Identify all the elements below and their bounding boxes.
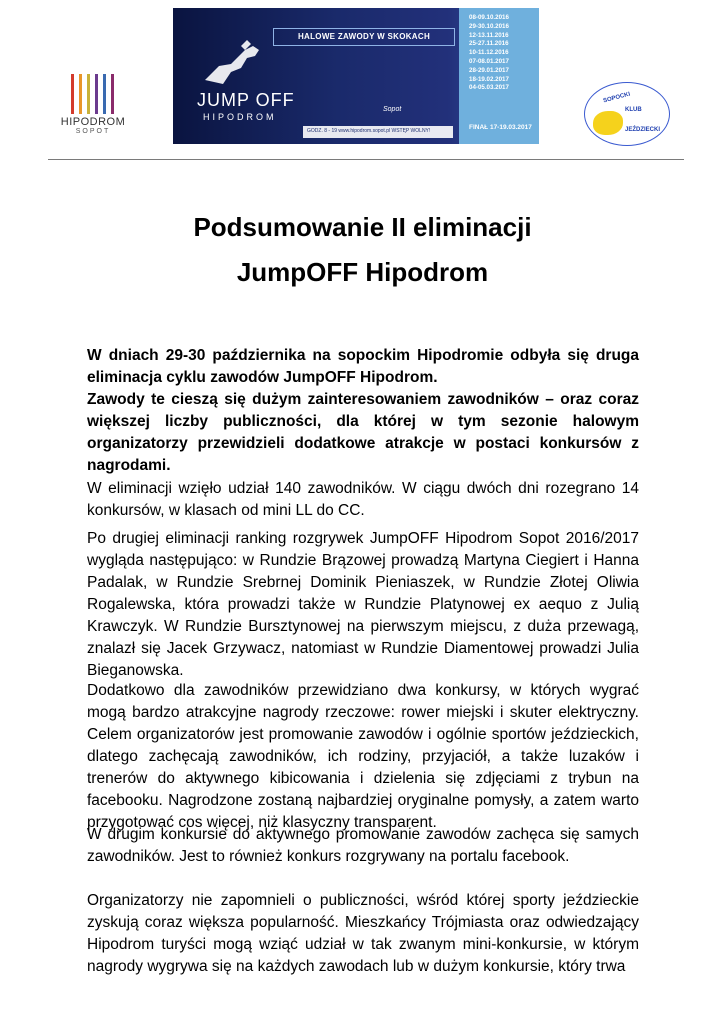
- banner-logo-line2: HIPODROM: [203, 112, 277, 122]
- body-paragraph: W eliminacji wzięło udział 140 zawodników. W ciągu dwóch dni rozegrano 14 konkursów, w klasach od mini LL do CC.: [87, 480, 639, 519]
- banner-logo-line1: JUMP OFF: [197, 90, 295, 110]
- club-logo-line2: KLUB: [625, 107, 642, 113]
- banner-dates-column: [459, 8, 539, 144]
- body-paragraph: Dodatkowo dla zawodników przewidziano dwa konkursy, w których wygrać mogą bardzo atrakcyjne nagrody rzeczowe: rower miejski i skuter elektryczny. Celem organizatorów jest promowanie zawodów i ogólnie sportów jeździeckich, dlatego zachęcają zawodników, ich rodziny, przyjaciół, a także luzaków i trenerów do aktywnego kibicowania i dzielenia się zdjęciami z trybun na facebooku. Nagrodzone zostaną najbardziej oryginalne pomysły, a zatem warto przygotować cos więcej, niż klasyczny transparent.: [87, 682, 639, 831]
- banner-date: 10-11.12.2016: [469, 49, 509, 57]
- logo-sub-text: SOPOT: [75, 128, 111, 135]
- banner-date: 29-30.10.2016: [469, 22, 509, 30]
- page-header: [0, 0, 725, 160]
- poles-icon: [63, 70, 123, 114]
- horse-jumper-icon: [201, 36, 271, 88]
- banner-date: 25-27.11.2016: [469, 40, 509, 48]
- final-dates: 17-19.03.2017: [489, 124, 532, 131]
- club-logo-line3: JEŹDZIECKI: [625, 127, 661, 133]
- banner-footer-text: GODZ. 8 - 19 www.hipodrom.sopot.pl WSTĘP WOLNY!: [307, 128, 431, 134]
- body-paragraph: Po drugiej eliminacji ranking rozgrywek JumpOFF Hipodrom Sopot 2016/2017 wygląda następująco: w Rundzie Brązowej prowadzą Martyna Ciegiert i Hanna Padalak, w Rundzie Srebrnej Dominik Pieniaszek, w Rundzie Złotej Oliwia Rogalewska, która prowadzi także w Rundzie Platynowej ex aequo z Julią Krawczyk. W Rundzie Bursztynowej na pierwszym miejscu, z duża przewagą, znalazł się Jacek Grzywacz, natomiast w Rundzie Diamentowej prowadzi Julia Bieganowska.: [87, 530, 639, 679]
- page-title-line1: Podsumowanie II eliminacji: [193, 212, 532, 242]
- banner-date: 12-13.11.2016: [469, 31, 509, 39]
- header-divider: [48, 159, 684, 160]
- page-title-line2: JumpOFF Hipodrom: [236, 257, 489, 287]
- final-label: FINAŁ: [469, 124, 489, 131]
- jumpoff-banner: [173, 8, 539, 144]
- banner-date: 07-08.01.2017: [469, 57, 509, 65]
- club-logo: [584, 82, 670, 146]
- club-emblem-icon: [593, 111, 623, 135]
- body-paragraph: Organizatorzy nie zapomnieli o publiczności, wśród której sporty jeździeckie zyskują coraz większa popularność. Mieszkańcy Trójmiasta oraz odwiedzający Hipodrom turyści mogą wziąć udział w tak zwanym mini-konkursie, w którym nagrody wygrywa się na każdych zawodach lub w dużym konkursie, który trwa: [87, 892, 639, 975]
- banner-date: 28-29.01.2017: [469, 66, 509, 74]
- logo-brand-text: HIPODROM: [60, 116, 126, 128]
- banner-final-dates: [469, 124, 532, 131]
- banner-date: 18-19.02.2017: [469, 75, 509, 83]
- banner-date-list: [469, 14, 509, 93]
- banner-date: 08-09.10.2016: [469, 14, 509, 21]
- body-paragraph: W drugim konkursie do aktywnego promowanie zawodów zachęca się samych zawodników. Jest to również konkurs rozgrywany na portalu facebook.: [87, 826, 639, 865]
- sopot-mark: Sopot: [383, 106, 402, 113]
- intro-paragraph-2: Zawody te cieszą się dużym zainteresowaniem zawodników – oraz coraz większej liczby publiczności, dla której w tym sezonie halowym organizatorzy przewidzieli dodatkowe atrakcje w postaci konkursów z nagrodami.: [87, 391, 639, 474]
- hipodrom-sopot-logo: [48, 70, 138, 140]
- banner-date: 04-05.03.2017: [469, 84, 509, 92]
- club-logo-line1: SOPOCKI: [602, 91, 631, 105]
- banner-headline: HALOWE ZAWODY W SKOKACH: [273, 28, 455, 46]
- intro-paragraph-1: W dniach 29-30 października na sopockim Hipodromie odbyła się druga eliminacja cyklu zawodów JumpOFF Hipodrom.: [87, 347, 639, 386]
